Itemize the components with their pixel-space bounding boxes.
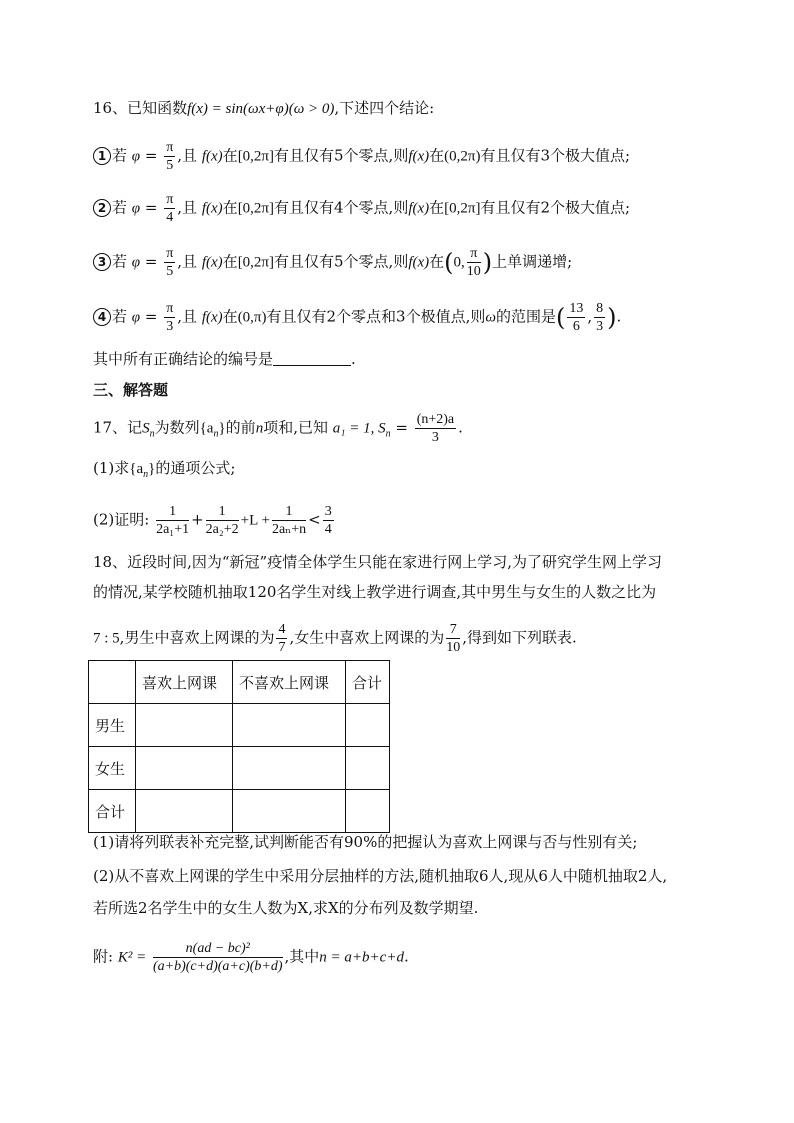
- q17-part1: (1)求$\{a_n\}$的通项公式;: [93, 459, 236, 480]
- q17-part2: (2)证明: $\frac{1}{\text{2a₁+1}}$ + $\frac{1}{\text{2a₂+2}}$ +L + $\frac{1}{\text{2aₙ+n}}$ < $\frac{3}{4}$: [93, 504, 332, 537]
- sum-term-2: $\frac{1}{\text{2a₂+2}}$: [205, 504, 239, 537]
- q17-stem: 17、记$S_n$为数列$\{a_n\}$的前n项和,已知 a₁ = 1, $S_n$ = $\frac{(n+2)a}{3}$ .: [93, 412, 463, 445]
- circled-number-1: 1: [93, 147, 111, 165]
- sum-term-n: $\frac{1}{\text{2aₙ+n}}$: [271, 504, 307, 537]
- table-cell: [346, 747, 390, 790]
- q16-func: f(x) = sin(ωx+φ)(ω > 0): [187, 101, 335, 117]
- table-header: 喜欢上网课: [136, 661, 233, 704]
- table-row: [89, 790, 390, 833]
- contingency-table: [88, 660, 390, 833]
- section-heading: 三、解答题: [93, 381, 169, 399]
- row-label: 男生: [89, 704, 136, 747]
- q16-ask: 其中所有正确结论的编号是 .: [93, 350, 356, 368]
- row-label: 女生: [89, 747, 136, 790]
- q16-item-4: 4 若 φ = $\frac{\pi}{3}$ ,且 f(x)在(0,π)有且仅有2个零点和3个极值点,则ω的范围是( $\frac{13}{6}$ , $\frac{8}{3}$ ).: [93, 300, 621, 335]
- k2-fraction: $\frac{\text{n(ad − bc)²}}{(a+b)(c+d)(a+c)(b+d)}$: [153, 941, 283, 974]
- q18-appendix: 附: K² = $\frac{\text{n(ad − bc)²}}{(a+b)(c+d)(a+c)(b+d)}$ ,其中n = a+b+c+d.: [93, 941, 409, 974]
- q18-part2-line1: (2)从不喜欢上网课的学生中采用分层抽样的方法,随机抽取6人,现从6人中随机抽取2人,: [93, 867, 668, 885]
- circled-number-4: 4: [93, 308, 111, 326]
- q16-stem: [93, 98, 434, 119]
- phi-fraction: $\frac{\pi}{3}$: [166, 301, 174, 334]
- q18-part1: (1)请将列联表补充完整,试判断能否有90%的把握认为喜欢上网课与否与性别有关;: [93, 833, 638, 851]
- table-row: [89, 704, 390, 747]
- table-cell: [136, 747, 233, 790]
- q16-item-2: 2 若 φ = $\frac{\pi}{4}$ ,且 f(x)在[0,2π]有且仅有4个零点,则f(x)在[0,2π]有且仅有2个极大值点;: [93, 191, 630, 226]
- q18-line-2: 的情况,某学校随机抽取120名学生对线上教学进行调查,其中男生与女生的人数之比为: [93, 583, 657, 601]
- q16-item-1: 1 若 φ = $\frac{\pi}{5}$ ,且 f(x)在[0,2π]有且仅有5个零点,则f(x)在(0,2π)有且仅有3个极大值点;: [93, 139, 630, 174]
- rhs-fraction: $\frac{3}{4}$: [324, 504, 332, 537]
- table-row: [89, 747, 390, 790]
- q16-suffix: ,下述四个结论:: [334, 99, 435, 117]
- q18-part2-line2: 若所选2名学生中的女生人数为X,求X的分布列及数学期望.: [93, 899, 479, 917]
- q16-item-3: 3 若 φ = $\frac{\pi}{5}$ ,且 f(x)在[0,2π]有且仅有5个零点,则f(x)在(0, $\frac{\pi}{10}$ )上单调递增;: [93, 245, 572, 280]
- table-header: 合计: [346, 661, 390, 704]
- table-header-row: [89, 661, 390, 704]
- sn-fraction: $\frac{(n+2)a}{3}$: [416, 412, 455, 445]
- table-cell: [346, 704, 390, 747]
- table-cell: [136, 790, 233, 833]
- table-cell: [233, 704, 346, 747]
- row-label: 合计: [89, 790, 136, 833]
- table-cell: [346, 790, 390, 833]
- phi-fraction: $\frac{\pi}{5}$: [166, 140, 174, 173]
- q16-prefix: 16、已知函数: [93, 99, 188, 117]
- sum-term-1: $\frac{1}{\text{2a₁+1}}$: [156, 504, 190, 537]
- table-cell: [233, 790, 346, 833]
- q18-line-3: 7 : 5,男生中喜欢上网课的为 $\frac{4}{7}$ ,女生中喜欢上网课的为 $\frac{7}{10}$ ,得到如下列联表.: [93, 622, 577, 655]
- table-cell: [136, 704, 233, 747]
- table-header: 不喜欢上网课: [233, 661, 346, 704]
- answer-blank: [273, 351, 351, 366]
- table-cell: [233, 747, 346, 790]
- phi-fraction: $\frac{\pi}{5}$: [166, 246, 174, 279]
- q18-line-1: 18、近段时间,因为“新冠”疫情全体学生只能在家进行网上学习,为了研究学生网上学习: [93, 553, 662, 571]
- phi-fraction: $\frac{\pi}{4}$: [166, 192, 174, 225]
- circled-number-2: 2: [93, 199, 111, 217]
- table-cell: [89, 661, 136, 704]
- circled-number-3: 3: [93, 253, 111, 271]
